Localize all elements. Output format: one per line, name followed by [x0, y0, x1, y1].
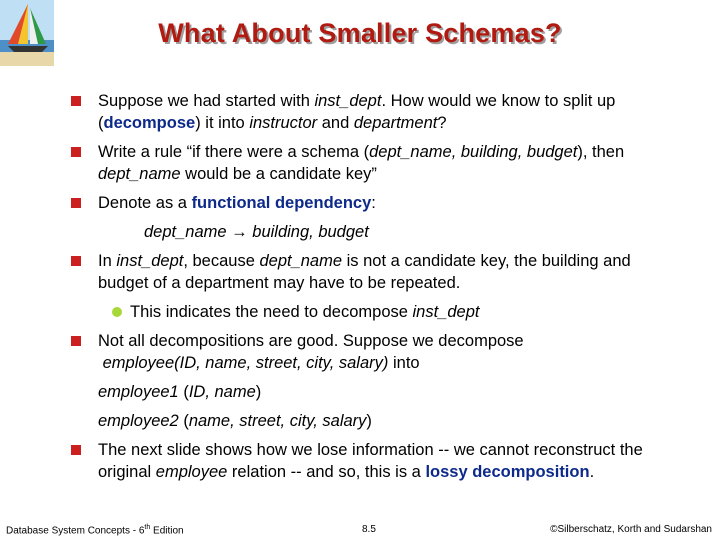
square-bullet-icon: [71, 198, 81, 208]
text: inst_dept: [314, 92, 382, 110]
keyword: decompose: [103, 114, 196, 132]
square-bullet-icon: [71, 96, 81, 106]
text: This indicates the need to decompose: [130, 303, 413, 321]
square-bullet-icon: [71, 147, 81, 157]
text: The next slide shows how we lose information -- we cannot reconstruct the original: [98, 441, 643, 481]
text: Write a rule “if there were a schema (: [98, 143, 370, 161]
text: (: [178, 383, 189, 401]
text: Database System Concepts - 6: [6, 525, 145, 537]
text: name, street, city, salary: [188, 412, 367, 430]
bullet-item-split-question: [98, 90, 684, 134]
employee1-schema: [98, 381, 261, 403]
square-bullet-icon: [71, 445, 81, 455]
footer-copyright: ©Silberschatz, Korth and Sudarshan: [550, 524, 712, 535]
slide-title: What About Smaller Schemas?: [158, 18, 562, 48]
text: , because: [183, 252, 260, 270]
text: In: [98, 252, 117, 270]
text: ): [255, 383, 262, 401]
text: th: [144, 524, 151, 531]
text: would be a candidate key”: [180, 165, 377, 183]
text: is not a candidate key, the building and budget of a department may have to be repeated.: [98, 252, 631, 292]
text: dept_name: [259, 252, 343, 270]
text: Denote as a: [98, 194, 192, 212]
text: instructor: [249, 114, 318, 132]
bullet-item-write-rule: [98, 141, 684, 185]
text: employee(ID, name, street, city, salary): [102, 354, 389, 372]
text: inst_dept: [412, 303, 480, 321]
text: (: [178, 412, 189, 430]
bullet-item-lossy: [98, 439, 684, 483]
text: and: [317, 114, 354, 132]
text: department: [353, 114, 438, 132]
text: employee: [155, 463, 228, 481]
square-bullet-icon: [71, 336, 81, 346]
text: into: [388, 354, 420, 372]
text: inst_dept: [116, 252, 184, 270]
text: dept_name: [98, 165, 181, 183]
fd-rhs: building, budget: [252, 223, 369, 241]
text: .: [589, 463, 595, 481]
bullet-item-functional-dependency: [98, 192, 684, 214]
footer-page-number: 8.5: [362, 524, 376, 535]
text: Suppose we had started with: [98, 92, 315, 110]
fd-expression: [144, 221, 369, 243]
round-bullet-icon: [112, 307, 122, 317]
arrow-icon: →: [231, 223, 248, 241]
text: ?: [437, 114, 447, 132]
bullet-item-decompositions: [98, 330, 684, 374]
text: Edition: [150, 525, 184, 537]
text: ), then: [577, 143, 625, 161]
keyword: lossy decomposition: [425, 463, 590, 481]
text: dept_name, building, budget: [369, 143, 578, 161]
keyword: functional dependency: [191, 194, 372, 212]
text: Not all decompositions are good. Suppose we decompose: [98, 332, 524, 350]
employee2-schema: [98, 410, 372, 432]
fd-lhs: dept_name: [144, 223, 227, 241]
text: ): [366, 412, 372, 430]
text: employee1: [98, 383, 179, 401]
footer-book-title: [6, 524, 184, 536]
text: relation -- and so, this is a: [227, 463, 426, 481]
bullet-item-inst-dept: [98, 250, 684, 294]
sub-bullet-item-decompose: [130, 301, 684, 323]
text: . How would we know to split up (: [98, 92, 616, 132]
square-bullet-icon: [71, 256, 81, 266]
text: :: [371, 194, 376, 212]
text: ID, name: [188, 383, 256, 401]
text: employee2: [98, 412, 179, 430]
text: ) it into: [195, 114, 250, 132]
